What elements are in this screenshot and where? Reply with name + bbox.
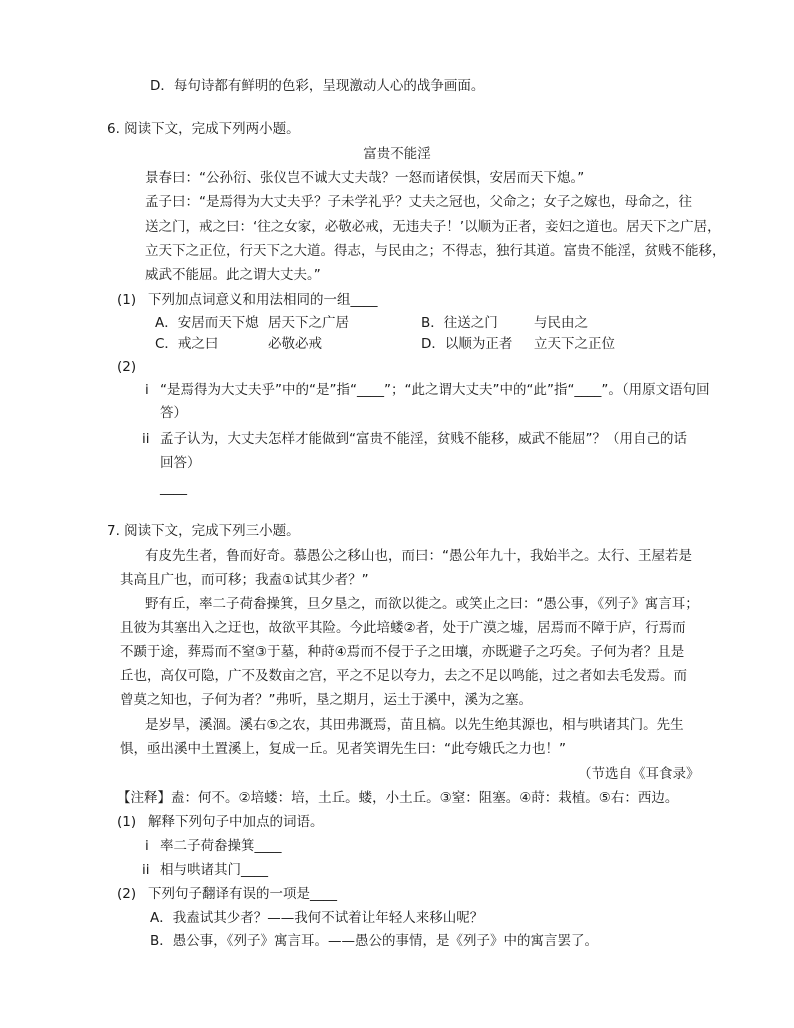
option-d-right: 立天下之正位 xyxy=(534,336,615,352)
item-number-i: i xyxy=(145,382,149,398)
option-c-left[interactable]: C．戒之曰 xyxy=(155,336,219,352)
subquestion-number: (2) xyxy=(117,886,137,902)
option-b[interactable]: B．愚公事，《列子》寓言耳。——愚公的事情，是《列子》中的寓言罢了。 xyxy=(150,933,599,949)
subquestion-text: 解释下列句子中加点的词语。 xyxy=(148,814,324,830)
item-ii-text: 孟子认为，大丈夫怎样才能做到“富贵不能淫，贫贱不能移，威武不能屈”？（用自己的话 xyxy=(160,431,687,447)
question-7-header: 7. 阅读下文，完成下列三小题。 xyxy=(107,523,300,539)
passage-line: 且彼为其塞出入之迂也，故欲平其险。今此培蝼②者，处于广漠之墟，居焉而不障于庐，行焉而 xyxy=(120,620,686,636)
option-d-previous: D．每句诗都有鲜明的色彩，呈现激动人心的战争画面。 xyxy=(150,78,485,94)
passage-line: 丘也，高仅可隐，广不及数亩之宫，平之不足以夸力，去之不足以鸣能，过之者如去毛发焉。而 xyxy=(120,668,687,684)
item-number-ii: ii xyxy=(142,431,150,447)
question-6-header: 6. 阅读下文，完成下列两小题。 xyxy=(107,121,300,137)
passage-line: 不踬于途，葬焉而不窒③于墓，种莳④焉而不侵于子之田壤，亦既避子之巧矣。子何为者？且是 xyxy=(120,644,685,660)
option-a-right: 居天下之广居 xyxy=(268,315,349,331)
passage-title: 富贵不能淫 xyxy=(363,146,431,162)
passage-line: 威武不能屈。此之谓大丈夫。” xyxy=(145,267,321,283)
option-b-left[interactable]: B．往送之门 xyxy=(421,315,498,331)
passage-line: 孟子曰：“是焉得为大丈夫乎？子未学礼乎？丈夫之冠也，父命之；女子之嫁也，母命之，往 xyxy=(145,194,692,210)
subquestion-number: (2) xyxy=(117,359,137,375)
subquestion-number: (1) xyxy=(117,292,137,308)
passage-line: 景春曰：“公孙衍、张仪岂不诚大丈夫哉？一怒而诸侯惧，安居而天下熄。” xyxy=(145,170,585,186)
item-number-i: i xyxy=(145,838,149,854)
subquestion-number: (1) xyxy=(117,814,137,830)
passage-line: 惧，亟出溪中土置溪上，复成一丘。见者笑谓先生曰：“此夸娥氏之力也！” xyxy=(120,741,566,757)
source-citation: （节选自《耳食录》 xyxy=(578,766,700,782)
answer-blank[interactable]: ____ xyxy=(160,480,187,496)
option-d-left[interactable]: D．以顺为正者 xyxy=(421,336,513,352)
passage-line: 野有丘，率二子荷畚操箕，旦夕垦之，而欲以徙之。或笑止之曰：“愚公事，《列子》寓言耳； xyxy=(145,596,699,612)
item-ii-text-cont: 回答） xyxy=(160,455,201,471)
passage-line: 有皮先生者，鲁而好奇。慕愚公之移山也，而曰：“愚公年九十，我始半之。太行、王屋若是 xyxy=(145,548,692,564)
passage-line: 是岁旱，溪涸。溪右⑤之农，其田弗溉焉，苗且槁。以先生绝其源也，相与哄诸其门。先生 xyxy=(145,717,684,733)
passage-line: 送之门，戒之曰：‘往之女家，必敬必戒，无违夫子！’以顺为正者，妾妇之道也。居天下之广居， xyxy=(145,219,721,235)
item-i-text: “是焉得为大丈夫乎”中的“是”指“____”；“此之谓大丈夫”中的“此”指“____”。（用原文语句回 xyxy=(160,382,710,398)
subquestion-text: 下列句子翻译有误的一项是____ xyxy=(148,886,337,902)
passage-line: 曾莫之知也，子何为者？”弗听，垦之期月，运土于溪中，溪为之塞。 xyxy=(120,692,532,708)
item-number-ii: ii xyxy=(142,862,150,878)
option-c-right: 必敬必戒 xyxy=(268,336,322,352)
item-i-text: 率二子荷畚操箕____ xyxy=(160,838,282,854)
annotation-note: 【注释】盍：何不。②培蝼：培，土丘。蝼，小土丘。③窒：阻塞。④莳：栽植。⑤右：西边。 xyxy=(117,790,679,806)
subquestion-text: 下列加点词意义和用法相同的一组____ xyxy=(148,292,378,308)
passage-line: 立天下之正位，行天下之大道。得志，与民由之；不得志，独行其道。富贵不能淫，贫贱不能移， xyxy=(145,243,726,259)
option-a-left[interactable]: A．安居而天下熄 xyxy=(155,315,259,331)
option-b-right: 与民由之 xyxy=(534,315,588,331)
item-i-text-cont: 答） xyxy=(160,405,187,421)
item-ii-text: 相与哄诸其门____ xyxy=(160,862,268,878)
option-a[interactable]: A．我盍试其少者？——我何不试着让年轻人来移山呢？ xyxy=(150,910,484,926)
passage-line: 其高且广也，而可移；我盍①试其少者？” xyxy=(120,572,369,588)
